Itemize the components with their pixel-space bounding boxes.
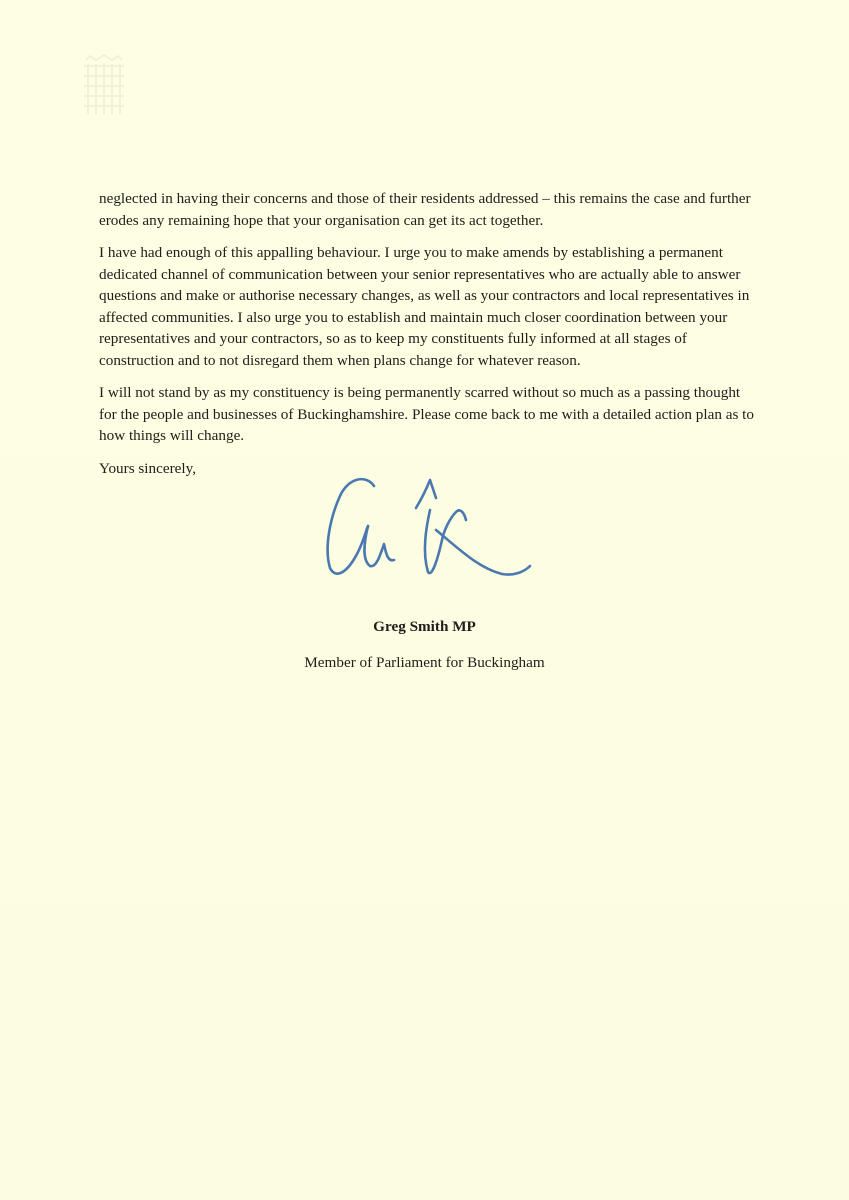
signatory-name: Greg Smith MP	[373, 618, 476, 635]
paragraph-3: I will not stand by as my constituency is being permanently scarred without so much as a passing thought for the people and businesses of Buckinghamshire. Please come back to me with a detailed action plan as to how things will change.	[99, 384, 754, 444]
handwritten-signature	[318, 468, 538, 588]
signatory-title: Member of Parliament for Buckingham	[304, 654, 545, 671]
letter-body	[99, 188, 759, 490]
portcullis-emboss-icon	[72, 52, 136, 120]
closing-salutation: Yours sincerely,	[99, 459, 197, 477]
paragraph-1: neglected in having their concerns and those of their residents addressed – this remains the case and further erodes any remaining hope that your organisation can get its act together.	[99, 190, 751, 229]
paragraph-2: I have had enough of this appalling behaviour. I urge you to make amends by establishing a permanent dedicated channel of communication between your senior representatives who are actually able to answer questions and make or authorise necessary changes, as well as your contractors and local representatives in affected communities. I also urge you to establish and maintain much closer coordination between your representatives and your contractors, so as to keep my constituents fully informed at all stages of construction and to not disregard them when plans change for whatever reason.	[99, 244, 750, 369]
